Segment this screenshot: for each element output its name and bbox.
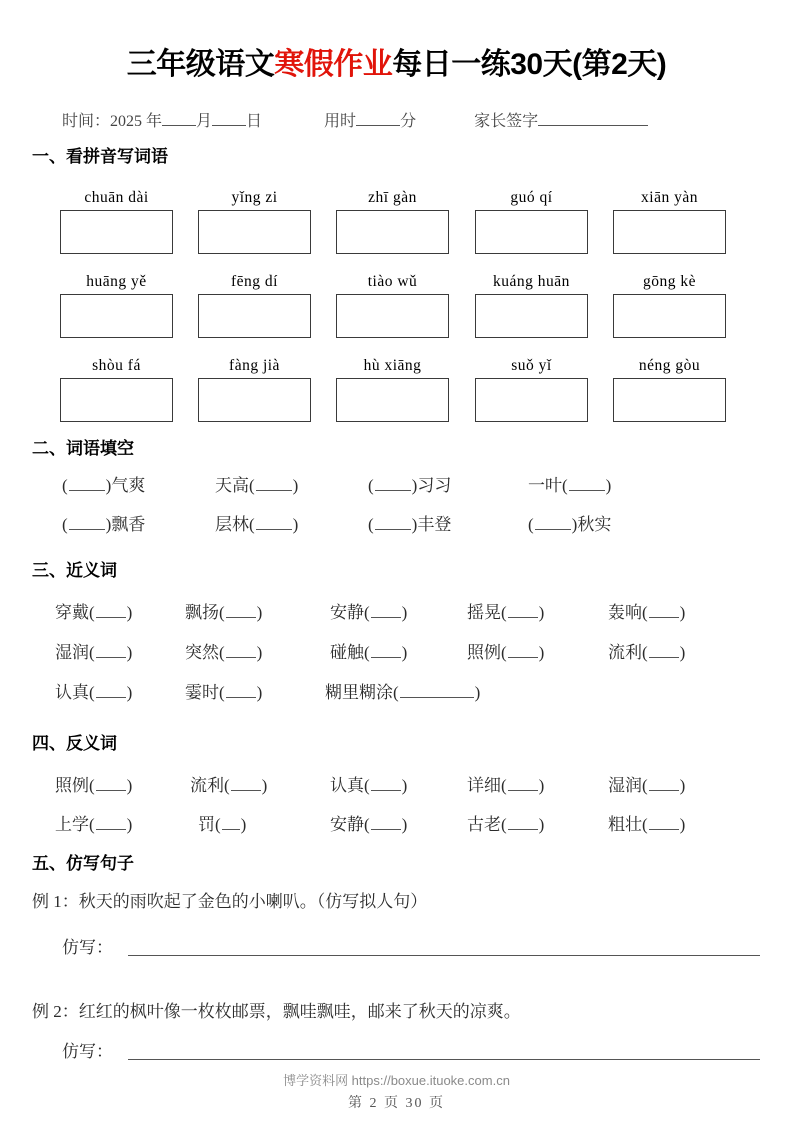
pinyin-cell bbox=[475, 188, 588, 254]
signature-label: 家长签字 bbox=[474, 113, 539, 130]
answer-label-2: 仿写： bbox=[62, 1042, 113, 1061]
item-word: 上学 bbox=[55, 815, 89, 834]
pinyin-grid bbox=[60, 188, 732, 440]
answer-blank[interactable] bbox=[371, 643, 401, 658]
pinyin-cell bbox=[613, 272, 726, 338]
month-label: 月 bbox=[196, 113, 213, 130]
answer-box[interactable] bbox=[198, 378, 311, 422]
answer-blank[interactable] bbox=[96, 815, 126, 830]
answer-blank[interactable] bbox=[649, 776, 679, 791]
item-prefix: 层林 bbox=[215, 515, 249, 534]
pinyin-text: gōng kè bbox=[642, 273, 696, 290]
antonym-item[interactable]: 湿润( ) bbox=[608, 776, 686, 795]
fill-blank-item[interactable]: ( )秋实 bbox=[528, 515, 612, 534]
item-word: 突然 bbox=[185, 643, 219, 662]
answer-blank[interactable] bbox=[222, 815, 240, 830]
item-word: 流利 bbox=[608, 643, 642, 662]
section-heading-3: 三、近义词 bbox=[32, 561, 117, 580]
antonym-item[interactable]: 详细( ) bbox=[467, 776, 545, 795]
title-part-2: 每日一练30天(第2天) bbox=[392, 48, 667, 81]
item-word: 安静 bbox=[330, 603, 364, 622]
answer-blank[interactable] bbox=[371, 815, 401, 830]
item-word: 湿润 bbox=[608, 776, 642, 795]
synonym-item[interactable]: 穿戴( ) bbox=[55, 603, 133, 622]
pinyin-text: zhī gàn bbox=[368, 189, 417, 206]
pinyin-cell bbox=[198, 272, 311, 338]
answer-blank[interactable] bbox=[256, 515, 292, 530]
answer-blank[interactable] bbox=[96, 776, 126, 791]
answer-box[interactable] bbox=[336, 378, 449, 422]
item-suffix: 气爽 bbox=[111, 476, 146, 495]
answer-box[interactable] bbox=[198, 294, 311, 338]
answer-box[interactable] bbox=[60, 210, 173, 254]
fill-blank-item[interactable]: ( )丰登 bbox=[368, 515, 452, 534]
meta-line bbox=[62, 110, 762, 133]
pinyin-text: shòu fá bbox=[92, 357, 141, 374]
pinyin-text: huāng yě bbox=[86, 273, 147, 290]
item-prefix: 一叶 bbox=[528, 476, 562, 495]
answer-blank[interactable] bbox=[256, 476, 292, 491]
answer-box[interactable] bbox=[613, 378, 726, 422]
item-word: 古老 bbox=[467, 815, 501, 834]
antonym-item[interactable]: 流利( ) bbox=[190, 776, 268, 795]
answer-box[interactable] bbox=[198, 210, 311, 254]
antonym-item[interactable]: 古老( ) bbox=[467, 815, 545, 834]
pinyin-cell bbox=[336, 188, 449, 254]
item-word: 详细 bbox=[467, 776, 501, 795]
answer-box[interactable] bbox=[613, 210, 726, 254]
duration-unit: 分 bbox=[400, 113, 417, 130]
answer-label-1: 仿写： bbox=[62, 938, 113, 957]
answer-blank[interactable] bbox=[508, 776, 538, 791]
pinyin-cell bbox=[475, 356, 588, 422]
item-word: 轰响 bbox=[608, 603, 642, 622]
antonym-item[interactable]: 罚( ) bbox=[198, 815, 247, 834]
item-suffix: 飘香 bbox=[111, 515, 146, 534]
answer-blank[interactable] bbox=[96, 643, 126, 658]
synonym-item[interactable]: 安静( ) bbox=[330, 603, 408, 622]
item-suffix: 丰登 bbox=[417, 515, 452, 534]
fill-blank-item[interactable]: ( )飘香 bbox=[62, 515, 146, 534]
item-word: 流利 bbox=[190, 776, 224, 795]
pinyin-cell bbox=[198, 188, 311, 254]
answer-rule-1[interactable] bbox=[128, 955, 760, 956]
synonym-item[interactable]: 糊里糊涂( ) bbox=[325, 683, 481, 702]
answer-box[interactable] bbox=[475, 378, 588, 422]
answer-blank[interactable] bbox=[96, 683, 126, 698]
item-word: 糊里糊涂 bbox=[325, 683, 393, 702]
synonym-item[interactable]: 照例( ) bbox=[467, 643, 545, 662]
item-word: 照例 bbox=[467, 643, 501, 662]
fill-blank-item[interactable]: 一叶( ) bbox=[528, 476, 612, 495]
signature-blank[interactable] bbox=[538, 110, 648, 126]
item-word: 湿润 bbox=[55, 643, 89, 662]
answer-blank[interactable] bbox=[649, 643, 679, 658]
day-label: 日 bbox=[246, 113, 263, 130]
fill-blank-item[interactable]: 层林( ) bbox=[215, 515, 299, 534]
answer-blank[interactable] bbox=[226, 683, 256, 698]
fill-blank-item[interactable]: ( )习习 bbox=[368, 476, 452, 495]
answer-blank[interactable] bbox=[375, 515, 411, 530]
pinyin-cell bbox=[475, 272, 588, 338]
item-suffix: 秋实 bbox=[577, 515, 612, 534]
pinyin-text: tiào wǔ bbox=[367, 273, 418, 290]
item-suffix: 习习 bbox=[417, 476, 452, 495]
pinyin-cell bbox=[613, 356, 726, 422]
antonym-item[interactable]: 安静( ) bbox=[330, 815, 408, 834]
month-blank[interactable] bbox=[162, 110, 196, 126]
pinyin-cell bbox=[60, 272, 173, 338]
antonym-item[interactable]: 照例( ) bbox=[55, 776, 133, 795]
answer-box[interactable] bbox=[475, 294, 588, 338]
synonym-item[interactable]: 摇晃( ) bbox=[467, 603, 545, 622]
pinyin-text: guó qí bbox=[510, 189, 553, 206]
answer-blank[interactable] bbox=[649, 815, 679, 830]
pinyin-cell bbox=[198, 356, 311, 422]
answer-box[interactable] bbox=[613, 294, 726, 338]
example-sentence-1: 例 1：秋天的雨吹起了金色的小喇叭。（仿写拟人句） bbox=[32, 892, 428, 911]
pinyin-row bbox=[60, 188, 732, 272]
title-highlight: 寒假作业 bbox=[274, 48, 393, 81]
pinyin-cell bbox=[60, 356, 173, 422]
pinyin-text: néng gòu bbox=[638, 357, 701, 374]
answer-blank[interactable] bbox=[96, 603, 126, 618]
pinyin-row bbox=[60, 356, 732, 440]
answer-blank[interactable] bbox=[508, 643, 538, 658]
synonym-item[interactable]: 突然( ) bbox=[185, 643, 263, 662]
section-heading-2: 二、词语填空 bbox=[32, 439, 134, 458]
answer-blank[interactable] bbox=[226, 643, 256, 658]
answer-blank[interactable] bbox=[400, 683, 474, 698]
answer-blank[interactable] bbox=[569, 476, 605, 491]
answer-blank[interactable] bbox=[69, 515, 105, 530]
item-word: 摇晃 bbox=[467, 603, 501, 622]
answer-blank[interactable] bbox=[508, 603, 538, 618]
item-word: 认真 bbox=[55, 683, 89, 702]
answer-blank[interactable] bbox=[69, 476, 105, 491]
item-word: 碰触 bbox=[330, 643, 364, 662]
pinyin-text: kuáng huān bbox=[493, 273, 570, 290]
item-prefix: 天高 bbox=[215, 476, 249, 495]
section-heading-4: 四、反义词 bbox=[32, 734, 117, 753]
synonym-item[interactable]: 碰触( ) bbox=[330, 643, 408, 662]
pinyin-text: fēng dí bbox=[231, 273, 278, 290]
day-blank[interactable] bbox=[212, 110, 246, 126]
pinyin-text: chuān dài bbox=[84, 189, 149, 206]
pinyin-text: fàng jià bbox=[229, 357, 280, 374]
answer-box[interactable] bbox=[60, 294, 173, 338]
answer-blank[interactable] bbox=[371, 603, 401, 618]
fill-blank-item[interactable]: ( )气爽 bbox=[62, 476, 146, 495]
pinyin-cell bbox=[336, 272, 449, 338]
answer-box[interactable] bbox=[336, 294, 449, 338]
answer-rule-2[interactable] bbox=[128, 1059, 760, 1060]
answer-blank[interactable] bbox=[375, 476, 411, 491]
pinyin-text: suǒ yǐ bbox=[511, 357, 552, 374]
item-word: 穿戴 bbox=[55, 603, 89, 622]
synonym-item[interactable]: 认真( ) bbox=[55, 683, 133, 702]
answer-box[interactable] bbox=[336, 210, 449, 254]
synonym-item[interactable]: 湿润( ) bbox=[55, 643, 133, 662]
section-heading-5: 五、仿写句子 bbox=[32, 854, 134, 873]
duration-label: 用时 bbox=[324, 113, 357, 130]
synonym-item[interactable]: 流利( ) bbox=[608, 643, 686, 662]
item-word: 霎时 bbox=[185, 683, 219, 702]
answer-box[interactable] bbox=[475, 210, 588, 254]
pinyin-text: xiān yàn bbox=[641, 189, 698, 206]
pinyin-text: yǐng zi bbox=[231, 189, 278, 206]
answer-blank[interactable] bbox=[649, 603, 679, 618]
item-word: 粗壮 bbox=[608, 815, 642, 834]
item-word: 照例 bbox=[55, 776, 89, 795]
item-word: 罚 bbox=[198, 815, 215, 834]
item-word: 安静 bbox=[330, 815, 364, 834]
item-word: 飘扬 bbox=[185, 603, 219, 622]
antonym-item[interactable]: 认真( ) bbox=[330, 776, 408, 795]
pinyin-cell bbox=[336, 356, 449, 422]
answer-box[interactable] bbox=[60, 378, 173, 422]
antonym-item[interactable]: 粗壮( ) bbox=[608, 815, 686, 834]
answer-blank[interactable] bbox=[371, 776, 401, 791]
footer-page-number: 第 2 页 30 页 bbox=[348, 1096, 445, 1111]
title-part-1: 三年级语文 bbox=[126, 48, 275, 81]
synonym-item[interactable]: 霎时( ) bbox=[185, 683, 263, 702]
duration-blank[interactable] bbox=[356, 110, 400, 126]
pinyin-text: hù xiāng bbox=[363, 357, 422, 374]
pinyin-row bbox=[60, 272, 732, 356]
pinyin-cell bbox=[60, 188, 173, 254]
section-heading-1: 一、看拼音写词语 bbox=[32, 147, 168, 166]
fill-blank-item[interactable]: 天高( ) bbox=[215, 476, 299, 495]
answer-blank[interactable] bbox=[226, 603, 256, 618]
synonym-item[interactable]: 飘扬( ) bbox=[185, 603, 263, 622]
example-sentence-2: 例 2：红红的枫叶像一枚枚邮票，飘哇飘哇，邮来了秋天的凉爽。 bbox=[32, 1002, 521, 1021]
antonym-item[interactable]: 上学( ) bbox=[55, 815, 133, 834]
page-title bbox=[0, 45, 793, 85]
date-label: 时间：2025 年 bbox=[62, 113, 163, 130]
pinyin-cell bbox=[613, 188, 726, 254]
item-word: 认真 bbox=[330, 776, 364, 795]
answer-blank[interactable] bbox=[231, 776, 261, 791]
synonym-item[interactable]: 轰响( ) bbox=[608, 603, 686, 622]
footer-source: 博学资料网 https://boxue.ituoke.com.cn bbox=[283, 1073, 510, 1088]
answer-blank[interactable] bbox=[508, 815, 538, 830]
answer-blank[interactable] bbox=[535, 515, 571, 530]
